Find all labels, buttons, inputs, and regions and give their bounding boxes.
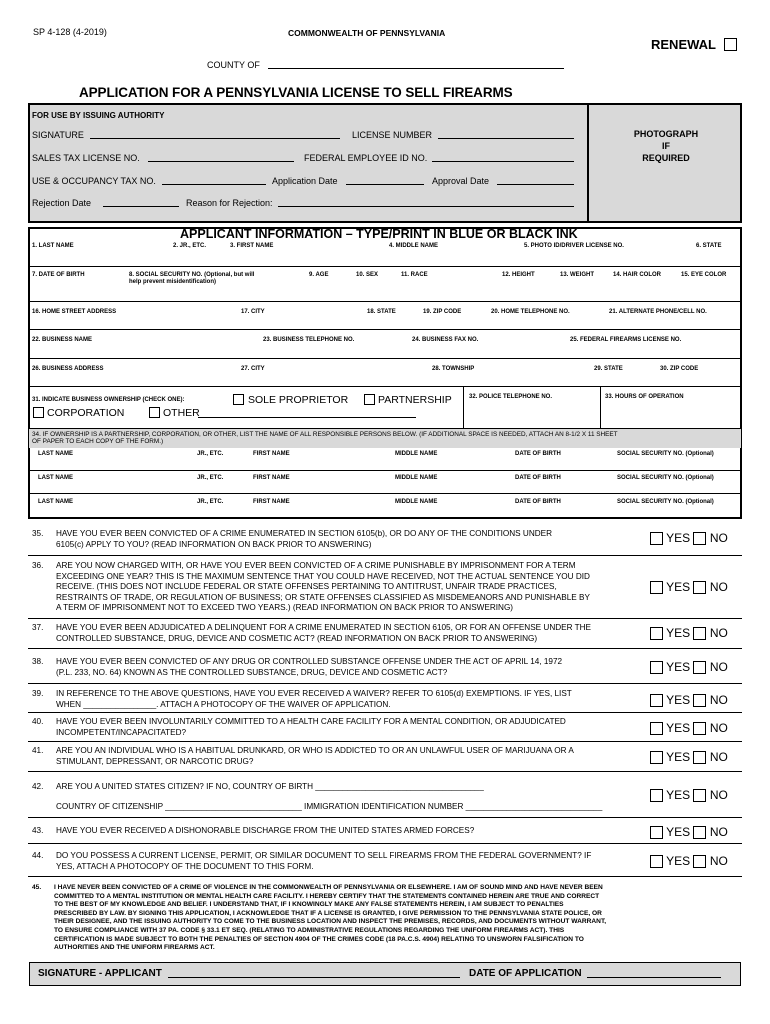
divider bbox=[28, 876, 742, 877]
field-30-label: 30. ZIP CODE bbox=[660, 366, 699, 372]
divider bbox=[28, 683, 742, 684]
commonwealth-heading: COMMONWEALTH OF PENNSYLVANIA bbox=[288, 28, 446, 38]
field-29-label: 29. STATE bbox=[594, 366, 623, 372]
federal-employee-label: FEDERAL EMPLOYEE ID NO. bbox=[304, 153, 428, 163]
table-row[interactable]: LAST NAME JR., ETC. FIRST NAME MIDDLE NAME DATE OF BIRTH SOCIAL SECURITY NO. (Optional) bbox=[29, 448, 741, 471]
authority-signature-field[interactable] bbox=[90, 129, 340, 139]
field-16-label: 16. HOME STREET ADDRESS bbox=[32, 309, 117, 315]
question-38-answer: YES NO bbox=[650, 660, 728, 674]
row-divider bbox=[28, 358, 742, 359]
field-2-label: 2. JR., ETC. bbox=[173, 243, 207, 249]
field-9-label: 9. AGE bbox=[309, 272, 329, 278]
county-label: COUNTY OF bbox=[207, 60, 260, 70]
row-divider bbox=[28, 386, 742, 387]
use-occupancy-label: USE & OCCUPANCY TAX NO. bbox=[32, 176, 156, 186]
yes-checkbox[interactable] bbox=[650, 627, 663, 640]
approval-date-field[interactable] bbox=[497, 175, 574, 185]
yes-checkbox[interactable] bbox=[650, 532, 663, 545]
sales-tax-field[interactable] bbox=[148, 152, 294, 162]
photo-placeholder: PHOTOGRAPH IF REQUIRED bbox=[633, 129, 699, 163]
field-7-label: 7. DATE OF BIRTH bbox=[32, 272, 85, 278]
no-checkbox[interactable] bbox=[693, 661, 706, 674]
use-occupancy-field[interactable] bbox=[162, 175, 266, 185]
application-date-footer-label: DATE OF APPLICATION bbox=[469, 968, 582, 979]
applicant-signature-field[interactable] bbox=[168, 968, 460, 978]
divider bbox=[28, 648, 742, 649]
field-3-label: 3. FIRST NAME bbox=[230, 243, 274, 249]
renewal-checkbox[interactable] bbox=[724, 38, 737, 51]
sole-proprietor-checkbox[interactable] bbox=[233, 394, 244, 405]
application-date-label: Application Date bbox=[272, 176, 338, 186]
field-5-label: 5. PHOTO ID/DRIVER LICENSE NO. bbox=[524, 243, 624, 249]
license-number-label: LICENSE NUMBER bbox=[352, 130, 433, 140]
form-id: SP 4-128 (4-2019) bbox=[33, 27, 107, 37]
table-row[interactable]: LAST NAME JR., ETC. FIRST NAME MIDDLE NAME DATE OF BIRTH SOCIAL SECURITY NO. (Optional) bbox=[29, 471, 741, 494]
sole-proprietor-label: SOLE PROPRIETOR bbox=[248, 394, 349, 406]
no-checkbox[interactable] bbox=[693, 581, 706, 594]
sales-tax-label: SALES TAX LICENSE NO. bbox=[32, 153, 140, 163]
rejection-date-label: Rejection Date bbox=[32, 198, 92, 208]
field-15-label: 15. EYE COLOR bbox=[681, 272, 727, 278]
county-field[interactable] bbox=[268, 59, 564, 69]
photo-divider bbox=[587, 104, 589, 221]
other-checkbox[interactable] bbox=[149, 407, 160, 418]
responsible-persons-table bbox=[29, 448, 741, 519]
row-divider bbox=[28, 266, 742, 267]
applicant-signature-label: SIGNATURE - APPLICANT bbox=[38, 968, 162, 979]
divider bbox=[28, 771, 742, 772]
col-divider bbox=[463, 387, 464, 428]
field-26-label: 26. BUSINESS ADDRESS bbox=[32, 366, 104, 372]
question-43-answer: YES NO bbox=[650, 825, 728, 839]
corporation-checkbox[interactable] bbox=[33, 407, 44, 418]
field-6-label: 6. STATE bbox=[696, 243, 722, 249]
divider bbox=[28, 741, 742, 742]
no-checkbox[interactable] bbox=[693, 826, 706, 839]
field-11-label: 11. RACE bbox=[401, 272, 428, 278]
no-checkbox[interactable] bbox=[693, 855, 706, 868]
field-31-label: 31. INDICATE BUSINESS OWNERSHIP (CHECK ONE): bbox=[32, 397, 185, 403]
rejection-reason-field[interactable] bbox=[278, 197, 574, 207]
field-23-label: 23. BUSINESS TELEPHONE NO. bbox=[263, 337, 355, 343]
renewal-label: RENEWAL bbox=[651, 37, 716, 52]
application-date-footer-field[interactable] bbox=[587, 968, 721, 978]
field-13-label: 13. WEIGHT bbox=[560, 272, 595, 278]
divider bbox=[28, 555, 742, 556]
field-4-label: 4. MIDDLE NAME bbox=[389, 243, 439, 249]
divider bbox=[28, 817, 742, 818]
application-date-field[interactable] bbox=[346, 175, 424, 185]
question-41-answer: YES NO bbox=[650, 750, 728, 764]
yes-checkbox[interactable] bbox=[650, 751, 663, 764]
divider bbox=[28, 843, 742, 844]
approval-date-label: Approval Date bbox=[432, 176, 490, 186]
field-18-label: 18. STATE bbox=[367, 309, 396, 315]
rejection-date-field[interactable] bbox=[103, 197, 179, 207]
field-21-label: 21. ALTERNATE PHONE/CELL NO. bbox=[609, 309, 707, 315]
applicant-heading: APPLICANT INFORMATION – TYPE/PRINT IN BLUE OR BLACK INK bbox=[180, 227, 578, 241]
other-label: OTHER bbox=[163, 407, 200, 419]
table-row[interactable]: LAST NAME JR., ETC. FIRST NAME MIDDLE NAME DATE OF BIRTH SOCIAL SECURITY NO. (Optional) bbox=[38, 499, 714, 505]
question-37-answer: YES NO bbox=[650, 626, 728, 640]
corporation-label: CORPORATION bbox=[47, 407, 125, 419]
field-22-label: 22. BUSINESS NAME bbox=[32, 337, 93, 343]
no-checkbox[interactable] bbox=[693, 627, 706, 640]
field-24-label: 24. BUSINESS FAX NO. bbox=[412, 337, 479, 343]
question-35-answer: YES NO bbox=[650, 531, 728, 545]
divider bbox=[28, 712, 742, 713]
federal-employee-field[interactable] bbox=[432, 152, 574, 162]
field-34-label: 34. IF OWNERSHIP IS A PARTNERSHIP, CORPORATION, OR OTHER, LIST THE NAME OF ALL RESPONSIBLE PERSONS BELOW. (IF ADDITIONAL SPACE IS NEEDED, ATTACH AN 8-1/2 X 11 SHEET OF PAPER TO EACH COPY OF THE FORM.) bbox=[32, 431, 618, 445]
field-33-label: 33. HOURS OF OPERATION bbox=[605, 394, 684, 400]
field-25-label: 25. FEDERAL FIREARMS LICENSE NO. bbox=[570, 337, 682, 343]
authority-signature-label: SIGNATURE bbox=[32, 130, 84, 140]
page-title: APPLICATION FOR A PENNSYLVANIA LICENSE TO SELL FIREARMS bbox=[79, 85, 513, 100]
yes-checkbox[interactable] bbox=[650, 661, 663, 674]
no-checkbox[interactable] bbox=[693, 532, 706, 545]
field-12-label: 12. HEIGHT bbox=[502, 272, 535, 278]
yes-checkbox[interactable] bbox=[650, 855, 663, 868]
no-checkbox[interactable] bbox=[693, 751, 706, 764]
field-28-label: 28. TOWNSHIP bbox=[432, 366, 475, 372]
field-17-label: 17. CITY bbox=[241, 309, 265, 315]
yes-checkbox[interactable] bbox=[650, 826, 663, 839]
no-checkbox[interactable] bbox=[693, 722, 706, 735]
license-number-field[interactable] bbox=[438, 129, 574, 139]
yes-checkbox[interactable] bbox=[650, 581, 663, 594]
yes-checkbox[interactable] bbox=[650, 789, 663, 802]
field-8-label: 8. SOCIAL SECURITY NO. (Optional, but will help prevent misidentification) bbox=[129, 272, 255, 285]
field-14-label: 14. HAIR COLOR bbox=[613, 272, 662, 278]
question-44-answer: YES NO bbox=[650, 854, 728, 868]
other-field[interactable] bbox=[198, 408, 416, 418]
partnership-label: PARTNERSHIP bbox=[378, 394, 452, 406]
field-19-label: 19. ZIP CODE bbox=[423, 309, 462, 315]
rejection-reason-label: Reason for Rejection: bbox=[186, 198, 273, 208]
row-divider bbox=[28, 329, 742, 330]
yes-checkbox[interactable] bbox=[650, 694, 663, 707]
field-10-label: 10. SEX bbox=[356, 272, 379, 278]
no-checkbox[interactable] bbox=[693, 694, 706, 707]
partnership-checkbox[interactable] bbox=[364, 394, 375, 405]
question-39-answer: YES NO bbox=[650, 693, 728, 707]
col-divider bbox=[600, 387, 601, 428]
authority-heading: FOR USE BY ISSUING AUTHORITY bbox=[32, 111, 165, 120]
no-checkbox[interactable] bbox=[693, 789, 706, 802]
question-42-answer: YES NO bbox=[650, 788, 728, 802]
question-36-answer: YES NO bbox=[650, 580, 728, 594]
question-40-answer: YES NO bbox=[650, 721, 728, 735]
field-20-label: 20. HOME TELEPHONE NO. bbox=[491, 309, 570, 315]
field-1-label: 1. LAST NAME bbox=[32, 243, 74, 249]
field-32-label: 32. POLICE TELEPHONE NO. bbox=[469, 394, 553, 400]
row-divider bbox=[28, 301, 742, 302]
field-27-label: 27. CITY bbox=[241, 366, 265, 372]
yes-checkbox[interactable] bbox=[650, 722, 663, 735]
divider bbox=[28, 618, 742, 619]
